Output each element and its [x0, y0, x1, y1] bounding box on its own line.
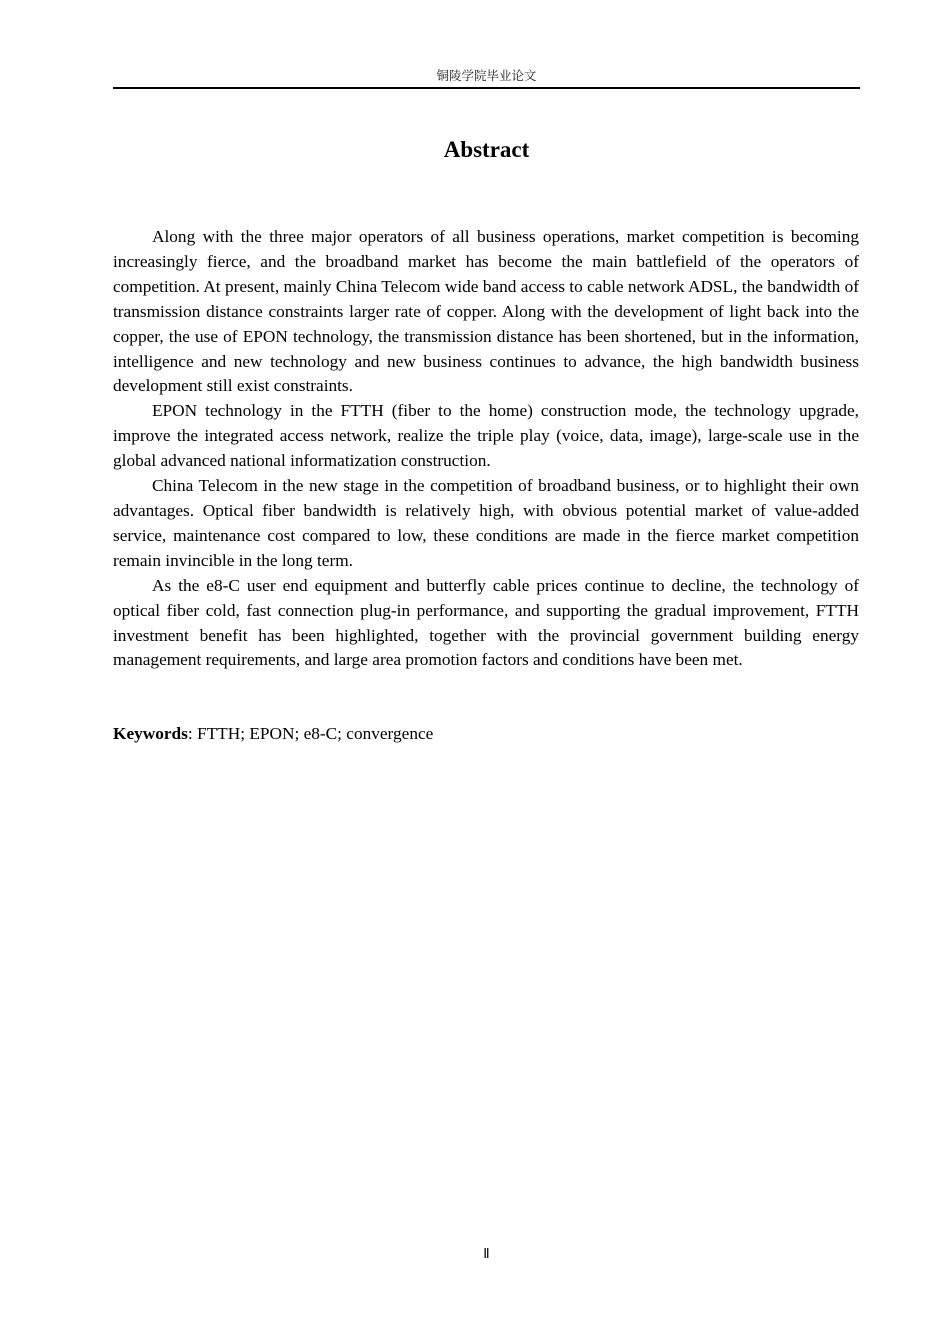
keywords-label: Keywords — [113, 724, 188, 743]
abstract-paragraph: Along with the three major operators of all business operations, market competition is becoming increasingly fierce, and the broadband market has become the main battlefield of the operators of competition. At present, mainly China Telecom wide band access to cable network ADSL, the bandwidth of transmission distance constraints larger rate of copper. Along with the development of light back into the copper, the use of EPON technology, the transmission distance has been shortened, but in the information, intelligence and new technology and new business continues to advance, the high bandwidth business development still exist constraints. — [113, 227, 859, 396]
page-number: Ⅱ — [483, 1247, 490, 1262]
abstract-paragraph: China Telecom in the new stage in the competition of broadband business, or to highlight their own advantages. Optical fiber bandwidth is relatively high, with obvious potential market of value-added service, maintenance cost compared to low, these conditions are made in the fierce market competition remain invincible in the long term. — [113, 476, 859, 570]
page-title: Abstract — [443, 137, 530, 162]
page-header — [113, 66, 860, 89]
abstract-paragraph: EPON technology in the FTTH (fiber to the home) construction mode, the technology upgrade, improve the integrated access network, realize the triple play (voice, data, image), large-scale use in the global advanced national informatization construction. — [113, 401, 859, 471]
abstract-paragraph: As the e8-C user end equipment and butterfly cable prices continue to decline, the technology of optical fiber cold, fast connection plug-in performance, and supporting the gradual improvement, FTTH investment benefit has been highlighted, together with the provincial government building energy management requirements, and large area promotion factors and conditions have been met. — [113, 575, 859, 670]
keywords-line — [113, 722, 859, 747]
abstract-body — [113, 225, 859, 673]
header-text: 铜陵学院毕业论文 — [436, 68, 537, 83]
keywords-text: : FTTH; EPON; e8-C; convergence — [187, 724, 434, 743]
